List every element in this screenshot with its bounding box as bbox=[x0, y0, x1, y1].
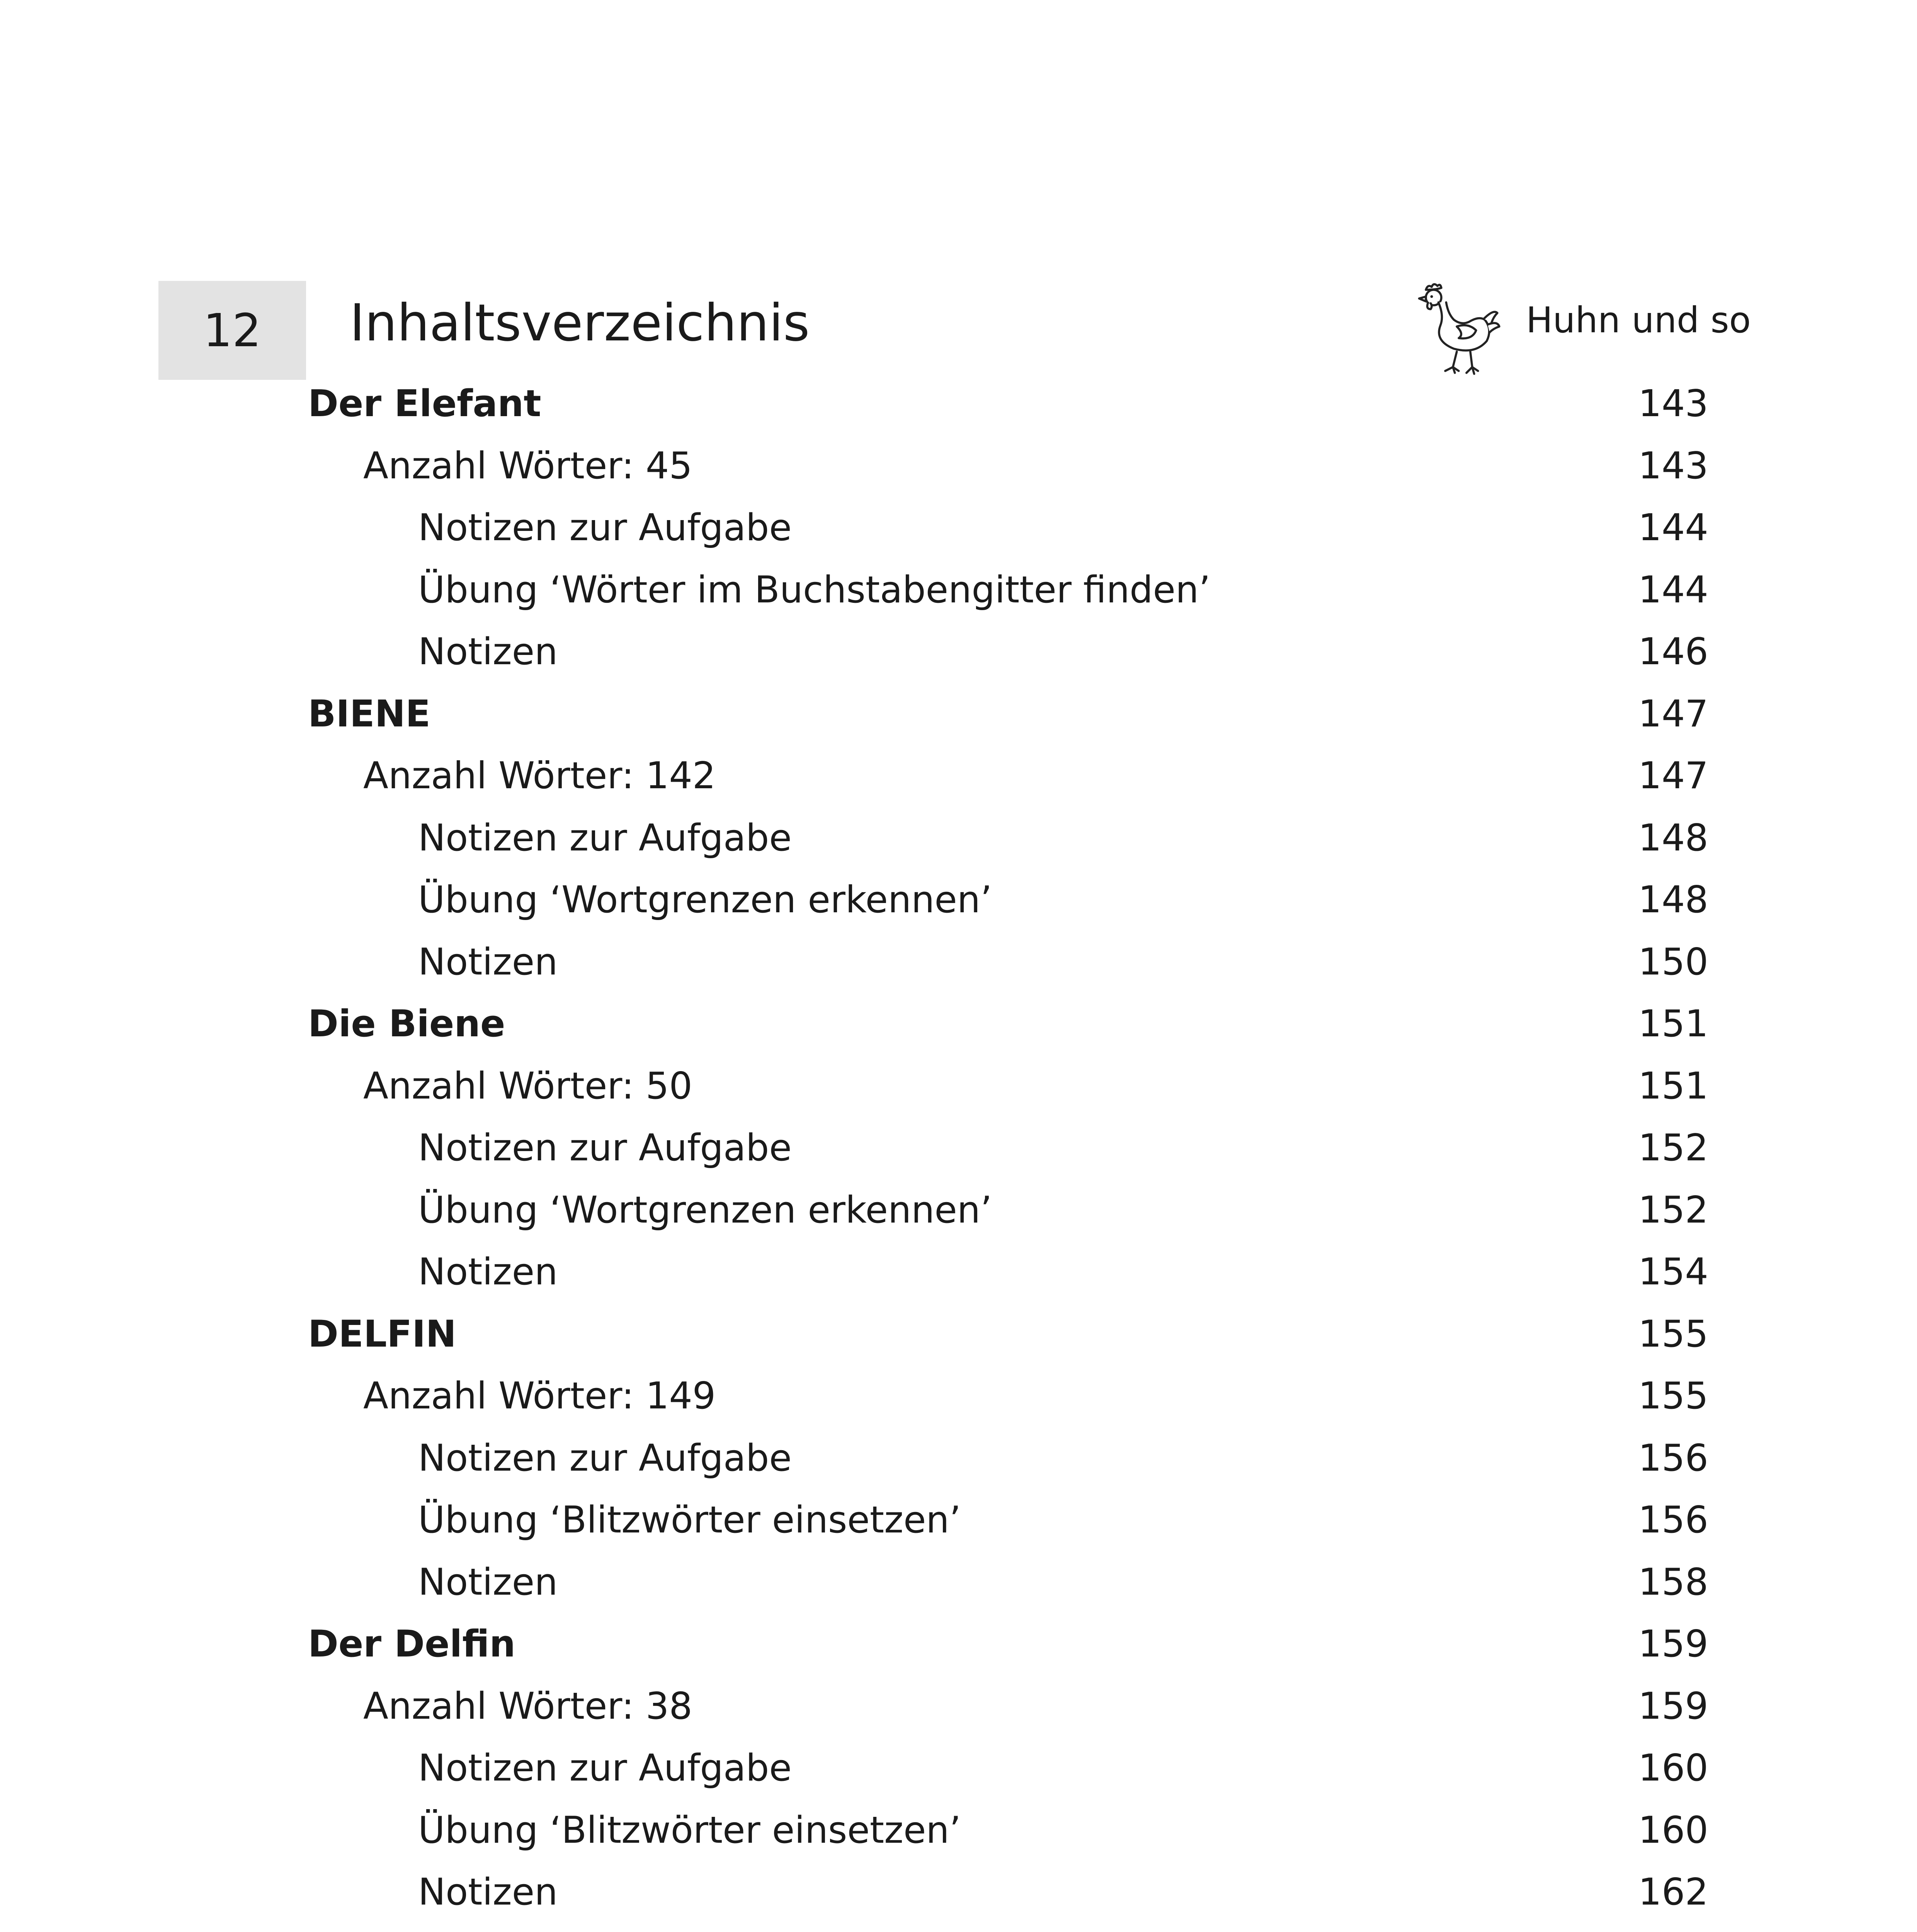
toc-entry-page: 143 bbox=[1638, 383, 1708, 425]
toc-entry-page: 150 bbox=[1638, 940, 1708, 983]
toc-entry bbox=[0, 1861, 1917, 1923]
toc-entry bbox=[0, 1675, 1917, 1738]
toc-entry-label: Notizen bbox=[418, 1561, 558, 1604]
toc-entry-page: 148 bbox=[1638, 816, 1708, 859]
toc-entry bbox=[0, 435, 1917, 497]
toc-entry bbox=[0, 1427, 1917, 1490]
toc-entry-page: 152 bbox=[1638, 1189, 1708, 1231]
toc-entry-label: Anzahl Wörter: 149 bbox=[363, 1375, 716, 1418]
toc-entry-label: Anzahl Wörter: 142 bbox=[363, 755, 716, 798]
toc-entry-label: Übung ‘Blitzwörter einsetzen’ bbox=[418, 1499, 961, 1542]
toc-entry-page: 146 bbox=[1638, 631, 1708, 673]
toc-entry-label: Übung ‘Wortgrenzen erkennen’ bbox=[418, 1189, 992, 1231]
toc-entry bbox=[0, 497, 1917, 559]
toc-entry-label: Anzahl Wörter: 45 bbox=[363, 444, 692, 487]
toc-entry-label: Notizen bbox=[418, 940, 558, 983]
toc-entry bbox=[0, 807, 1917, 869]
toc-entry bbox=[0, 745, 1917, 807]
toc-entry-page: 148 bbox=[1638, 879, 1708, 922]
toc-entry-page: 155 bbox=[1638, 1375, 1708, 1418]
toc-entry-label: Die Biene bbox=[308, 1003, 505, 1046]
toc-entry bbox=[0, 1241, 1917, 1303]
toc-entry bbox=[0, 1551, 1917, 1614]
toc-entry-label: Der Delfin bbox=[308, 1623, 516, 1666]
toc-entry-page: 147 bbox=[1638, 755, 1708, 798]
toc-entry-page: 159 bbox=[1638, 1685, 1708, 1728]
toc-entry-label: BIENE bbox=[308, 692, 431, 735]
toc-entry-label: Übung ‘Blitzwörter einsetzen’ bbox=[418, 1809, 961, 1852]
toc-entry bbox=[0, 1799, 1917, 1862]
toc-entry-page: 151 bbox=[1638, 1065, 1708, 1107]
toc-entry-page: 147 bbox=[1638, 692, 1708, 735]
toc-entry bbox=[0, 621, 1917, 683]
toc-entry-label: Der Elefant bbox=[308, 383, 541, 425]
toc-entry-label: Notizen bbox=[418, 631, 558, 673]
toc-entry-page: 158 bbox=[1638, 1561, 1708, 1604]
toc-entry bbox=[0, 1923, 1917, 1932]
chicken-icon bbox=[1407, 278, 1503, 379]
toc-entry bbox=[0, 1055, 1917, 1117]
page-title: Inhaltsverzeichnis bbox=[350, 293, 810, 353]
toc-entry-page: 144 bbox=[1638, 568, 1708, 611]
toc-entry bbox=[0, 683, 1917, 745]
toc-entry-label: Notizen zur Aufgabe bbox=[418, 507, 792, 549]
toc-entry-page: 156 bbox=[1638, 1437, 1708, 1480]
toc-entry bbox=[0, 1179, 1917, 1242]
toc-entry-label: Notizen zur Aufgabe bbox=[418, 1747, 792, 1790]
toc-entry-page: 144 bbox=[1638, 507, 1708, 549]
running-head: Huhn und so bbox=[1526, 299, 1751, 341]
toc-entry bbox=[0, 1613, 1917, 1675]
toc-entry-label: Übung ‘Wörter im Buchstabengitter finden’ bbox=[418, 568, 1211, 611]
toc-entry-page: 156 bbox=[1638, 1499, 1708, 1542]
page-number-box bbox=[158, 281, 306, 380]
toc-entry-label: Notizen zur Aufgabe bbox=[418, 1127, 792, 1170]
toc-entry bbox=[0, 1117, 1917, 1179]
toc-entry-page: 155 bbox=[1638, 1313, 1708, 1355]
toc-entry-label: Notizen bbox=[418, 1251, 558, 1294]
toc-entry-page: 160 bbox=[1638, 1809, 1708, 1852]
toc-entry-label: Notizen bbox=[418, 1871, 558, 1914]
toc-entry-label: Übung ‘Wortgrenzen erkennen’ bbox=[418, 879, 992, 922]
toc-entry bbox=[0, 559, 1917, 621]
table-of-contents bbox=[0, 373, 1917, 1932]
toc-entry bbox=[0, 373, 1917, 435]
toc-entry-page: 160 bbox=[1638, 1747, 1708, 1790]
toc-entry-page: 162 bbox=[1638, 1871, 1708, 1914]
toc-entry-page: 159 bbox=[1638, 1623, 1708, 1666]
toc-entry bbox=[0, 1489, 1917, 1551]
toc-entry-label: DELFIN bbox=[308, 1313, 457, 1355]
toc-entry-label: Anzahl Wörter: 38 bbox=[363, 1685, 692, 1728]
toc-entry-page: 154 bbox=[1638, 1251, 1708, 1294]
toc-entry-label: Notizen zur Aufgabe bbox=[418, 816, 792, 859]
toc-entry bbox=[0, 1365, 1917, 1427]
toc-entry-label: Notizen zur Aufgabe bbox=[418, 1437, 792, 1480]
toc-entry-page: 152 bbox=[1638, 1127, 1708, 1170]
toc-entry-label: Anzahl Wörter: 50 bbox=[363, 1065, 692, 1107]
page-number: 12 bbox=[203, 304, 262, 357]
toc-entry bbox=[0, 1737, 1917, 1799]
toc-entry bbox=[0, 869, 1917, 931]
toc-entry-page: 151 bbox=[1638, 1003, 1708, 1046]
toc-entry bbox=[0, 993, 1917, 1055]
toc-entry bbox=[0, 1303, 1917, 1366]
toc-entry-page: 143 bbox=[1638, 444, 1708, 487]
toc-entry bbox=[0, 931, 1917, 993]
